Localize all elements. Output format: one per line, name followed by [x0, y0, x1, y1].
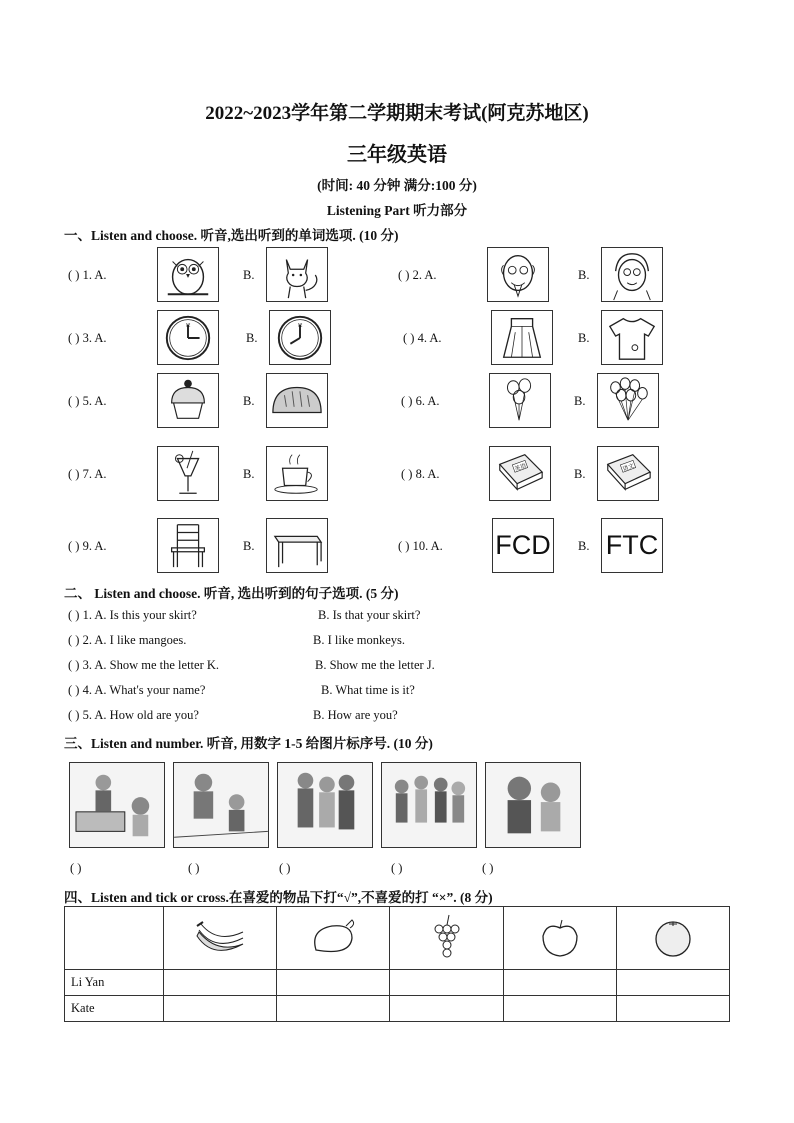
desk-icon[interactable]	[266, 518, 328, 573]
number-blank-3[interactable]: ( )	[279, 861, 291, 875]
grapes-icon	[390, 907, 503, 970]
q8-b-label: B.	[574, 467, 586, 481]
tick-cell[interactable]	[277, 996, 390, 1022]
section2-heading: 二、 Listen and choose. 听音, 选出听到的句子选项. (5 分)	[64, 586, 399, 601]
q2-label: ( ) 2. A.	[398, 268, 437, 282]
section3-heading: 三、Listen and number. 听音, 用数字 1-5 给图片标序号. (10 分)	[64, 736, 433, 751]
scene-three-kids-icon[interactable]	[277, 762, 373, 848]
q6-label: ( ) 6. A.	[401, 394, 440, 408]
page-title: 2022~2023学年第二学期期末考试(阿克苏地区)	[205, 103, 589, 124]
q4-b-label: B.	[578, 331, 590, 345]
s2-q1-a: ( ) 1. A. Is this your skirt?	[68, 608, 197, 622]
grandfather-icon[interactable]	[487, 247, 549, 302]
ftc-letters-option[interactable]: FTC	[601, 518, 663, 573]
row-name-kate: Kate	[65, 996, 164, 1022]
chinese-book-icon[interactable]	[597, 446, 659, 501]
scene-friends-icon[interactable]	[485, 762, 581, 848]
table-row	[65, 996, 730, 1022]
section4-heading: 四、Listen and tick or cross.在喜爱的物品下打“√”,不喜爱的打 “×”. (8 分)	[64, 890, 493, 905]
svg-text:12: 12	[297, 323, 303, 329]
tick-cell[interactable]	[503, 996, 616, 1022]
scene-kids-playing-icon[interactable]	[173, 762, 269, 848]
chinese-book-label: 语文	[622, 463, 636, 473]
number-blank-5[interactable]: ( )	[482, 861, 494, 875]
bread-icon[interactable]	[266, 373, 328, 428]
s2-q2-b: B. I like monkeys.	[313, 633, 406, 647]
s2-q5-a: ( ) 5. A. How old are you?	[68, 708, 199, 722]
clock-eight-icon[interactable]	[269, 310, 331, 365]
many-balloons-icon[interactable]	[597, 373, 659, 428]
s2-q1-b: B. Is that your skirt?	[318, 608, 421, 622]
tick-cell[interactable]	[616, 996, 729, 1022]
q3-label: ( ) 3. A.	[68, 331, 107, 345]
tick-cell[interactable]	[390, 996, 503, 1022]
q4-label: ( ) 4. A.	[403, 331, 442, 345]
s2-q3-a: ( ) 3. A. Show me the letter K.	[68, 658, 220, 672]
number-blank-2[interactable]: ( )	[188, 861, 200, 875]
tick-cell[interactable]	[277, 970, 390, 996]
orange-icon	[616, 907, 729, 970]
cat-icon[interactable]	[266, 247, 328, 302]
svg-text:12: 12	[185, 323, 191, 329]
q1-label: ( ) 1. A.	[68, 268, 107, 282]
q10-b-label: B.	[578, 539, 590, 553]
s2-q5-b: B. How are you?	[313, 708, 398, 722]
skirt-icon[interactable]	[491, 310, 553, 365]
clock-three-icon[interactable]	[157, 310, 219, 365]
fcd-letters-option[interactable]: FCD	[492, 518, 554, 573]
english-book-label: 英语	[514, 463, 528, 473]
number-blank-4[interactable]: ( )	[391, 861, 403, 875]
row-name-li-yan: Li Yan	[65, 970, 164, 996]
tshirt-icon[interactable]	[601, 310, 663, 365]
tick-cell[interactable]	[164, 970, 277, 996]
q6-b-label: B.	[574, 394, 586, 408]
q2-b-label: B.	[578, 268, 590, 282]
owl-icon[interactable]	[157, 247, 219, 302]
scene-group-kids-icon[interactable]	[381, 762, 477, 848]
section1-heading: 一、Listen and choose. 听音,选出听到的单词选项. (10 分)	[64, 228, 399, 243]
mango-icon	[277, 907, 390, 970]
cake-icon[interactable]	[157, 373, 219, 428]
q3-b-label: B.	[246, 331, 258, 345]
tick-cell[interactable]	[164, 996, 277, 1022]
juice-icon[interactable]	[157, 446, 219, 501]
scene-teacher-classroom-icon[interactable]	[69, 762, 165, 848]
exam-meta: (时间: 40 分钟 满分:100 分)	[317, 178, 477, 193]
table-row	[65, 970, 730, 996]
q5-b-label: B.	[243, 394, 255, 408]
part-heading: Listening Part 听力部分	[326, 203, 468, 218]
q8-label: ( ) 8. A.	[401, 467, 440, 481]
grandmother-icon[interactable]	[601, 247, 663, 302]
chair-icon[interactable]	[157, 518, 219, 573]
tick-cell[interactable]	[616, 970, 729, 996]
page-subtitle: 三年级英语	[347, 144, 447, 166]
s2-q3-b: B. Show me the letter J.	[315, 658, 435, 672]
coffee-icon[interactable]	[266, 446, 328, 501]
english-book-icon[interactable]	[489, 446, 551, 501]
q10-label: ( ) 10. A.	[398, 539, 443, 553]
few-balloons-icon[interactable]	[489, 373, 551, 428]
q9-b-label: B.	[243, 539, 255, 553]
s2-q4-b: B. What time is it?	[321, 683, 415, 697]
q7-b-label: B.	[243, 467, 255, 481]
number-blank-1[interactable]: ( )	[70, 861, 82, 875]
q7-label: ( ) 7. A.	[68, 467, 107, 481]
tick-cell[interactable]	[390, 970, 503, 996]
tick-cell[interactable]	[503, 970, 616, 996]
apple-icon	[503, 907, 616, 970]
q9-label: ( ) 9. A.	[68, 539, 107, 553]
s2-q4-a: ( ) 4. A. What's your name?	[68, 683, 206, 697]
tick-cross-table	[64, 906, 730, 1022]
q5-label: ( ) 5. A.	[68, 394, 107, 408]
banana-icon	[164, 907, 277, 970]
s2-q2-a: ( ) 2. A. I like mangoes.	[68, 633, 187, 647]
q1-b-label: B.	[243, 268, 255, 282]
